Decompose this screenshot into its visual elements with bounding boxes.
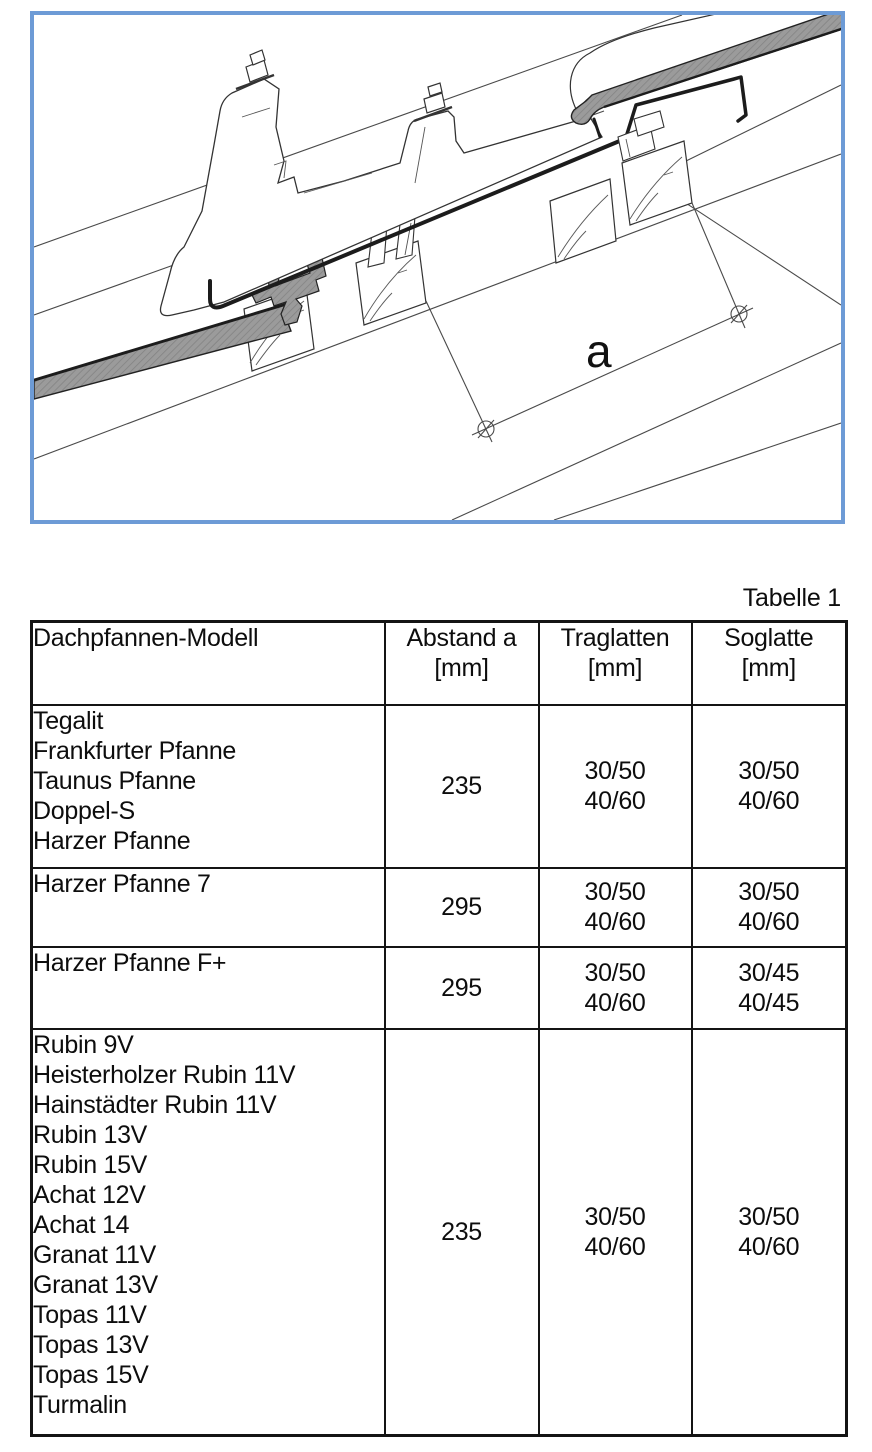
cell-models: Harzer Pfanne F+ [32, 947, 385, 1029]
cell-soglatte: 30/45 40/45 [692, 947, 847, 1029]
dimension-line [472, 308, 753, 435]
table-caption: Tabelle 1 [742, 584, 841, 612]
tile-spacing-table [30, 620, 848, 1437]
cell-abstand: 295 [385, 868, 539, 947]
col-header-soglatte: Soglatte [mm] [692, 622, 847, 705]
col-header-traglatten: Traglatten [mm] [539, 622, 692, 705]
cell-traglatten: 30/50 40/60 [539, 947, 692, 1029]
cell-models: Harzer Pfanne 7 [32, 868, 385, 947]
cell-models: Tegalit Frankfurter Pfanne Taunus Pfanne Doppel-S Harzer Pfanne [32, 705, 385, 868]
batten [356, 241, 426, 325]
table-header-row [32, 622, 847, 705]
extension-line [692, 203, 745, 328]
technical-drawing-frame [30, 11, 845, 524]
cell-abstand: 295 [385, 947, 539, 1029]
cell-soglatte: 30/50 40/60 [692, 1029, 847, 1436]
roof-section-drawing [34, 15, 841, 520]
table-row [32, 705, 847, 868]
dimension-label-a: a [586, 325, 612, 377]
cell-models: Rubin 9V Heisterholzer Rubin 11V Hainstädter Rubin 11V Rubin 13V Rubin 15V Achat 12V Achat 14 Granat 11V Granat 13V Topas 11V Topas 13V Topas 15V Turmalin [32, 1029, 385, 1436]
table-row [32, 1029, 847, 1436]
col-header-abstand-a: Abstand a [mm] [385, 622, 539, 705]
cell-traglatten: 30/50 40/60 [539, 1029, 692, 1436]
cell-soglatte: 30/50 40/60 [692, 705, 847, 868]
cell-abstand: 235 [385, 705, 539, 868]
cell-soglatte: 30/50 40/60 [692, 868, 847, 947]
extension-line [426, 301, 492, 442]
cell-traglatten: 30/50 40/60 [539, 705, 692, 868]
cell-abstand: 235 [385, 1029, 539, 1436]
table-row [32, 868, 847, 947]
table-row [32, 947, 847, 1029]
cell-traglatten: 30/50 40/60 [539, 868, 692, 947]
col-header-dachpfannen-modell: Dachpfannen-Modell [32, 622, 385, 705]
